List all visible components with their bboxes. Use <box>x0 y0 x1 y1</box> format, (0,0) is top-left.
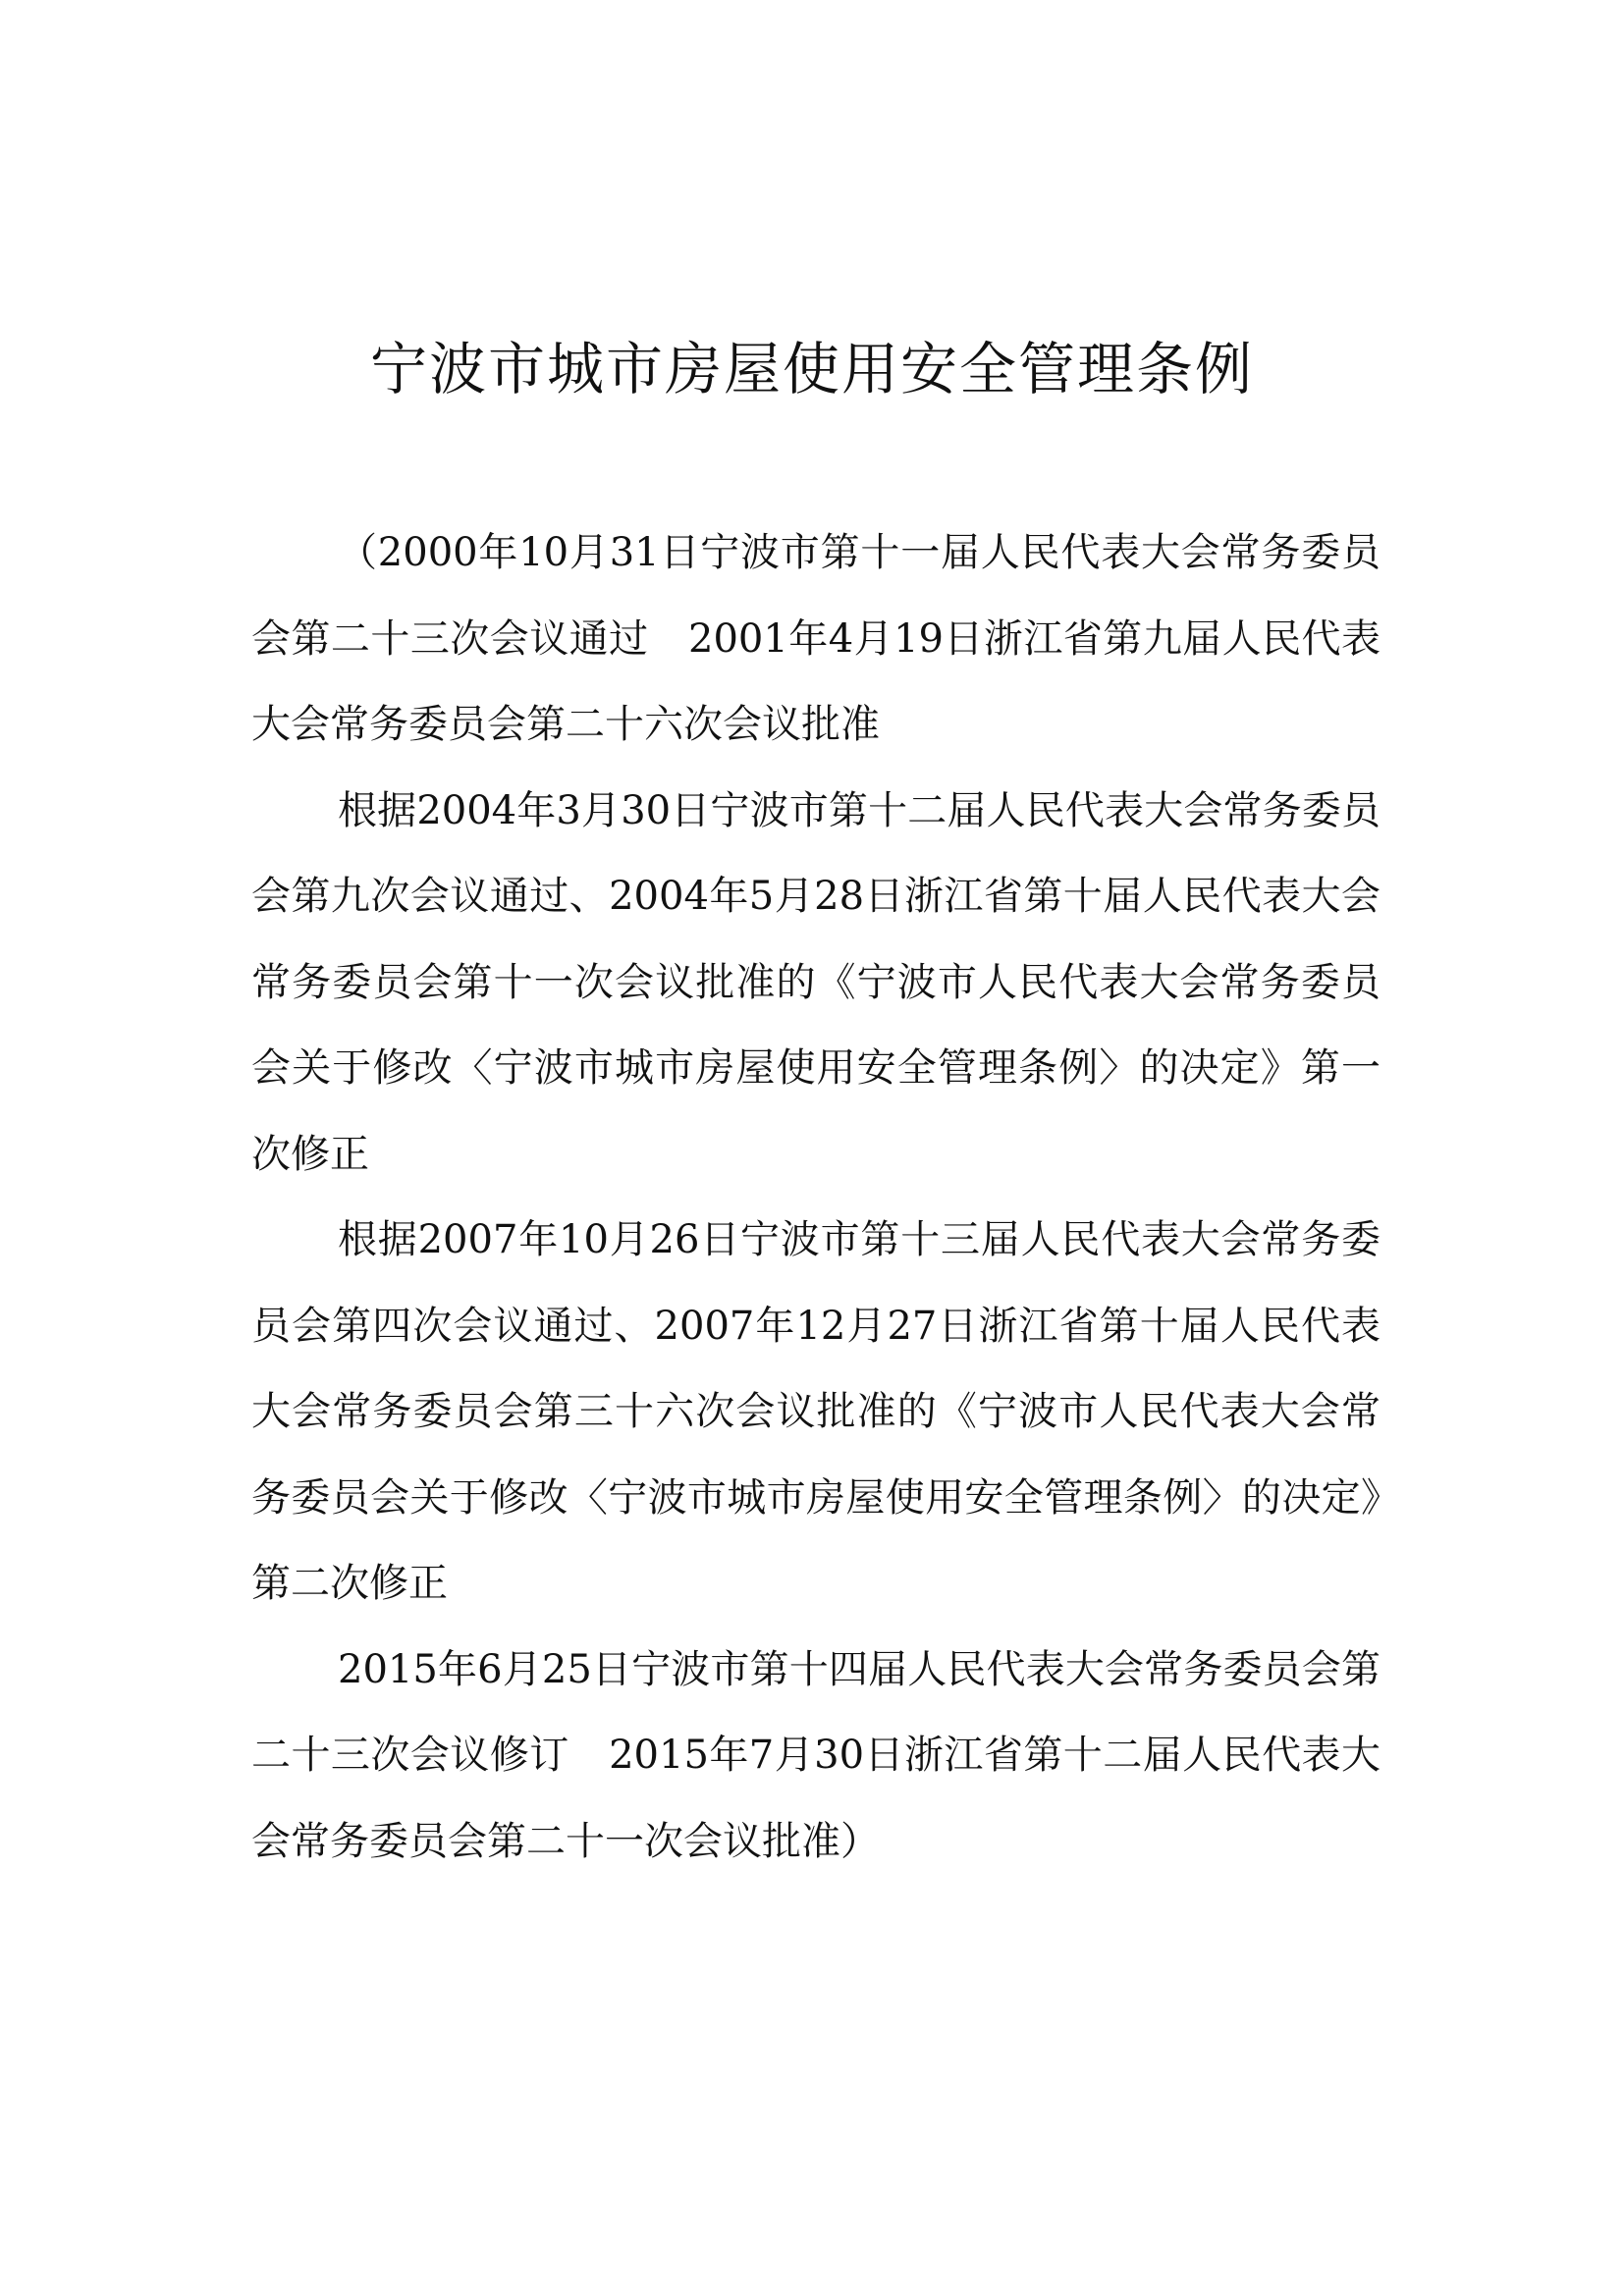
history-paragraph-adoption: （2000年10月31日宁波市第十一届人民代表大会常务委员会第二十三次会议通过 2001年4月19日浙江省第九届人民代表大会常务委员会第二十六次会议批准 <box>251 530 1380 747</box>
document-title: 宁波市城市房屋使用安全管理条例 <box>369 336 1254 402</box>
history-paragraph-revision: 2015年6月25日宁波市第十四届人民代表大会常务委员会第二十三次会议修订 2015年7月30日浙江省第十二届人民代表大会常务委员会第二十一次会议批准） <box>251 1646 1380 1864</box>
history-paragraph-second-amendment: 根据2007年10月26日宁波市第十三届人民代表大会常务委员会第四次会议通过、2007年12月27日浙江省第十届人民代表大会常务委员会第三十六次会议批准的《宁波市人民代表大会常务委员会关于修改〈宁波市城市房屋使用安全管理条例〉的决定》第二次修正 <box>251 1217 1380 1606</box>
legislative-history <box>251 510 1380 1885</box>
history-paragraph-first-amendment: 根据2004年3月30日宁波市第十二届人民代表大会常务委员会第九次会议通过、2004年5月28日浙江省第十届人民代表大会常务委员会第十一次会议批准的《宁波市人民代表大会常务委员会关于修改〈宁波市城市房屋使用安全管理条例〉的决定》第一次修正 <box>251 787 1380 1177</box>
